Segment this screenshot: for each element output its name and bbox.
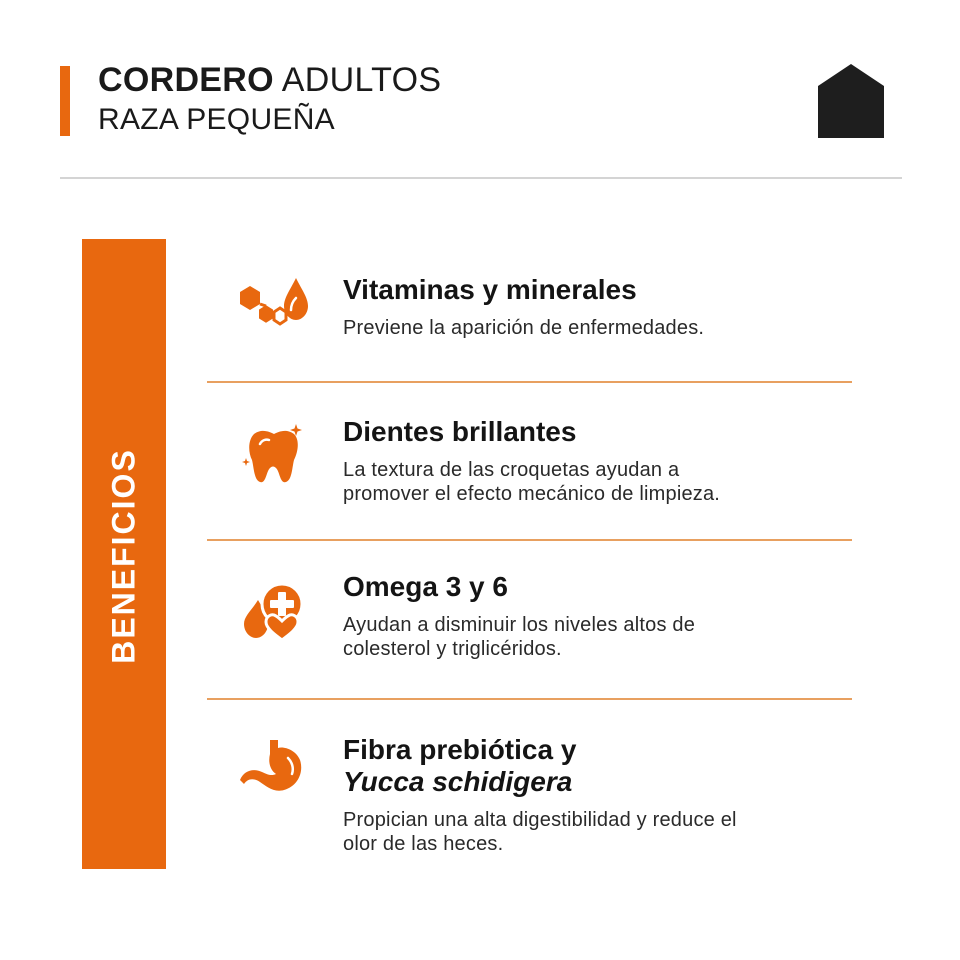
benefit-title: Omega 3 y 6 [343, 571, 508, 602]
benefit-omega [343, 571, 863, 661]
benefit-title [343, 734, 863, 798]
description-line: Propician una alta digestibilidad y reduce el [343, 809, 737, 831]
title-accent-bar [60, 66, 70, 136]
benefit-vitamins [343, 274, 863, 340]
benefit-divider [207, 381, 852, 383]
house-icon [818, 64, 884, 138]
title-line [98, 62, 441, 98]
benefit-fiber [343, 734, 863, 856]
product-title [98, 62, 441, 140]
description-line: La textura de las croquetas ayudan a [343, 459, 680, 481]
stomach-icon [240, 738, 304, 794]
health-drops-icon [244, 582, 304, 640]
benefit-teeth [343, 416, 863, 506]
description-line: olor de las heces. [343, 833, 504, 855]
benefit-description [343, 458, 863, 506]
benefit-divider [207, 539, 852, 541]
benefit-description [343, 613, 863, 661]
shiny-tooth-icon [240, 422, 304, 488]
title-line: Fibra prebiótica y [343, 734, 577, 765]
title-line-italic: Yucca schidigera [343, 766, 573, 797]
molecule-drop-icon [236, 274, 310, 330]
description-line: promover el efecto mecánico de limpieza. [343, 483, 721, 505]
title-bold: CORDERO [98, 61, 274, 99]
description-line: Ayudan a disminuir los niveles altos de [343, 614, 696, 636]
title-rest: ADULTOS [281, 61, 442, 99]
benefit-title: Vitaminas y minerales [343, 274, 637, 305]
description-line: colesterol y triglicéridos. [343, 638, 562, 660]
product-subtitle: RAZA PEQUEÑA [98, 103, 335, 136]
benefit-title: Dientes brillantes [343, 416, 577, 447]
header-divider [60, 177, 902, 179]
benefit-divider [207, 698, 852, 700]
benefit-description [343, 808, 863, 856]
benefits-label: BENEFICIOS [105, 448, 142, 664]
benefit-description: Previene la aparición de enfermedades. [343, 317, 705, 339]
